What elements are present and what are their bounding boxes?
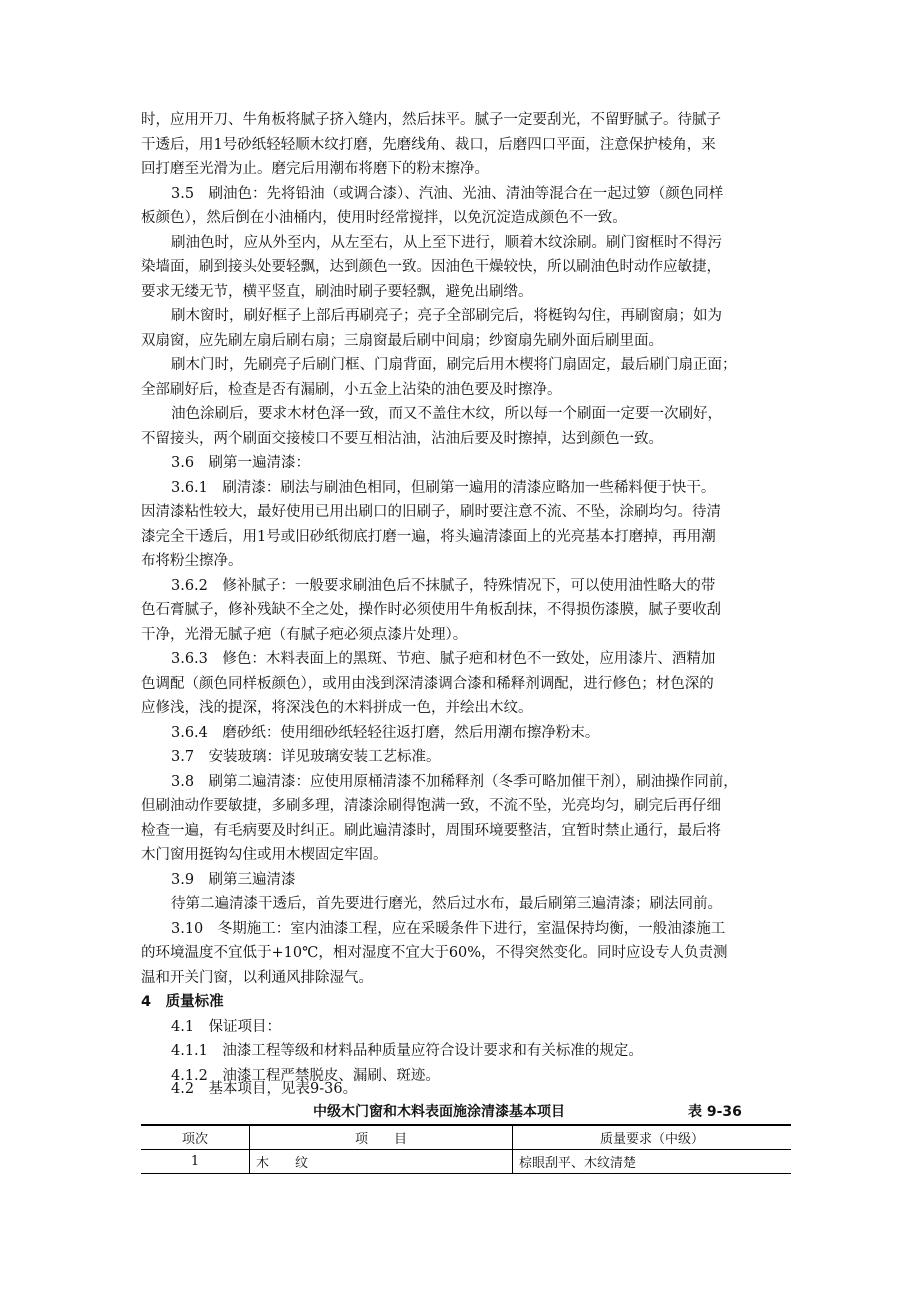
cell-item: 木 纹 <box>250 1150 513 1174</box>
text-line: 要求无缕无节，横平竖直，刷油时刷子要轻飘，避免出刷绺。 <box>141 283 533 300</box>
table-row <box>141 1150 791 1174</box>
header-item: 项 目 <box>250 1125 513 1150</box>
text-line: 3.7 安装玻璃：详见玻璃安装工艺标准。 <box>171 749 441 765</box>
text-line: 4.1 保证项目： <box>171 1018 282 1035</box>
table-number: 表 9-36 <box>688 1104 742 1120</box>
text-line: 因清漆粘性较大，最好使用已用出刷口的旧刷子，刷时要注意不流、不坠，涂刷均匀。待清 <box>141 504 721 520</box>
text-line: 3.8 刷第二遍清漆：应使用原桶清漆不加稀释剂（冬季可略加催干剂），刷油操作同前， <box>171 773 738 790</box>
text-line: 双扇窗，应先刷左扇后刷右扇；三扇窗最后刷中间扇；纱窗扇先刷外面后刷里面。 <box>141 332 663 349</box>
text-line: 时，应用开刀、牛角板将腻子挤入缝内，然后抹平。腻子一定要刮光，不留野腻子。待腻子 <box>141 112 721 128</box>
text-line: 应修浅，浅的提深，将深浅色的木料拼成一色，并绘出木纹。 <box>141 700 533 716</box>
text-line: 3.6.2 修补腻子：一般要求刷油色后不抹腻子，特殊情况下，可以使用油性略大的带 <box>171 577 716 594</box>
text-line: 刷木窗时，刷好框子上部后再刷亮子；亮子全部刷完后，将梃钩勾住，再刷窗扇；如为 <box>171 308 722 324</box>
text-line: 刷油色时，应从外至内，从左至右，从上至下进行，顺着木纹涂刷。刷门窗框时不得污 <box>171 234 722 251</box>
text-line: 但刷油动作要敏捷，多刷多理，清漆涂刷得饱满一致，不流不坠，光亮均匀，刷完后再仔细 <box>141 798 721 814</box>
cell-item-no: 1 <box>141 1150 250 1174</box>
text-line: 回打磨至光滑为止。磨完后用潮布将磨下的粉末擦净。 <box>141 161 489 177</box>
heading-4-quality <box>141 990 791 1015</box>
cell-requirement: 棕眼刮平、木纹清楚 <box>519 1156 637 1171</box>
text-line: 木门窗用挺钩勾住或用木楔固定牢固。 <box>141 847 388 863</box>
text-line: 3.10 冬期施工：室内油漆工程，应在采暖条件下进行，室温保持均衡，一般油漆施工 <box>171 920 726 937</box>
paragraph-3-10 <box>141 917 791 991</box>
paragraph-3-7 <box>141 745 791 770</box>
table-caption <box>141 1098 791 1122</box>
text-line: 4.1.1 油漆工程等级和材料品种质量应符合设计要求和有关标准的规定。 <box>171 1043 643 1059</box>
paragraph-3-6-1 <box>141 476 791 574</box>
paragraph-3-8 <box>141 770 791 868</box>
text-line: 3.6.3 修色：木料表面上的黑斑、节疤、腻子疤和材色不一致处，应用漆片、酒精加 <box>171 651 716 667</box>
text-line: 干透后，用1号砂纸轻轻顺木纹打磨，先磨线角、裁口，后磨四口平面，注意保护棱角，来 <box>141 136 716 153</box>
heading-3-9 <box>141 868 791 893</box>
text-line: 检查一遍，有毛病要及时纠正。刷此遍清漆时，周围环境要整洁，宜暂时禁止通行，最后将 <box>141 822 721 839</box>
text-line: 干净，光滑无腻子疤（有腻子疤必须点漆片处理）。 <box>141 626 468 643</box>
paragraph-brush-windows <box>141 304 791 353</box>
text-line: 全部刷好后，检查是否有漏刷，小五金上沾染的油色要及时擦净。 <box>141 381 562 398</box>
text-line: 3.6.4 磨砂纸：使用细砂纸轻轻往返打磨，然后用潮布擦净粉末。 <box>171 724 600 741</box>
text-line: 温和开关门窗，以利通风排除湿气。 <box>141 969 373 986</box>
text-line: 3.6.1 刷清漆：刷法与刷油色相同，但刷第一遍用的清漆应略加一些稀料便于快干。 <box>171 479 716 496</box>
text-line: 的环境温度不宜低于+10℃，相对湿度不宜大于60%，不得突然变化。同时应设专人负责测 <box>141 945 728 961</box>
text-line: 色石膏腻子，修补残缺不全之处，操作时必须使用牛角板刮抹，不得损伤漆膜，腻子要收刮 <box>141 602 721 618</box>
paragraph-brush-oil-color <box>141 231 791 305</box>
paragraph-3-6-3 <box>141 647 791 721</box>
paragraph-third-coat <box>141 892 791 917</box>
text-line: 4.1.2 油漆工程严禁脱皮、漏刷、斑迹。 <box>171 1067 440 1084</box>
text-line: 布将粉尘擦净。 <box>141 553 243 569</box>
text-line: 3.9 刷第三遍清漆 <box>171 871 296 888</box>
text-line: 待第二遍清漆干透后，首先要进行磨光，然后过水布，最后刷第三遍清漆；刷法同前。 <box>171 896 722 912</box>
paragraph-4-1-1 <box>141 1039 791 1064</box>
text-line: 刷木门时，先刷亮子后刷门框、门扇背面，刷完后用木楔将门扇固定，最后刷门扇正面； <box>171 357 737 373</box>
text-line: 漆完全干透后，用1号或旧砂纸彻底打磨一遍，将头遍清漆面上的光亮基本打磨掉，再用潮 <box>141 528 716 545</box>
paragraph-3-6-4 <box>141 721 791 746</box>
paragraph-after-oil-color <box>141 402 791 451</box>
text-line: 3.5 刷油色：先将铅油（或调合漆）、汽油、光油、清油等混合在一起过箩（颜色同样 <box>171 185 724 202</box>
paragraph-3-5 <box>141 182 791 231</box>
text-line: 4 质量标准 <box>141 994 224 1010</box>
paragraph-3-6-2 <box>141 574 791 648</box>
paragraph-brush-doors <box>141 353 791 402</box>
paragraph-putty-continued <box>141 108 791 182</box>
heading-3-6 <box>141 451 791 476</box>
text-line: 染墙面，刷到接头处要轻飘，达到颜色一致。因油色干燥较快，所以刷油色时动作应敏捷， <box>141 259 721 275</box>
table-header-row <box>141 1125 791 1150</box>
text-line: 色调配（颜色同样板颜色），或用由浅到深清漆调合漆和稀释剂调配，进行修色；材色深的 <box>141 675 714 692</box>
text-line: 不留接头，两个刷面交接棱口不要互相沾油，沾油后要及时擦掉，达到颜色一致。 <box>141 430 663 447</box>
text-line: 油色涂刷后，要求木材色泽一致，而又不盖住木纹，所以每一个刷面一定要一次刷好， <box>171 406 722 422</box>
table-title: 中级木门窗和木料表面施涂清漆基本项目 <box>313 1104 565 1120</box>
heading-4-1 <box>141 1015 791 1040</box>
text-line: 3.6 刷第一遍清漆： <box>171 455 311 471</box>
header-item-no: 项次 <box>141 1125 250 1150</box>
text-line: 板颜色），然后倒在小油桶内，使用时经常搅拌，以免沉淀造成颜色不一致。 <box>141 210 627 226</box>
text-line: 4.2 基本项目，见表9-36。 <box>171 1081 358 1097</box>
quality-table <box>141 1124 791 1174</box>
header-requirement: 质量要求（中级） <box>599 1132 704 1147</box>
